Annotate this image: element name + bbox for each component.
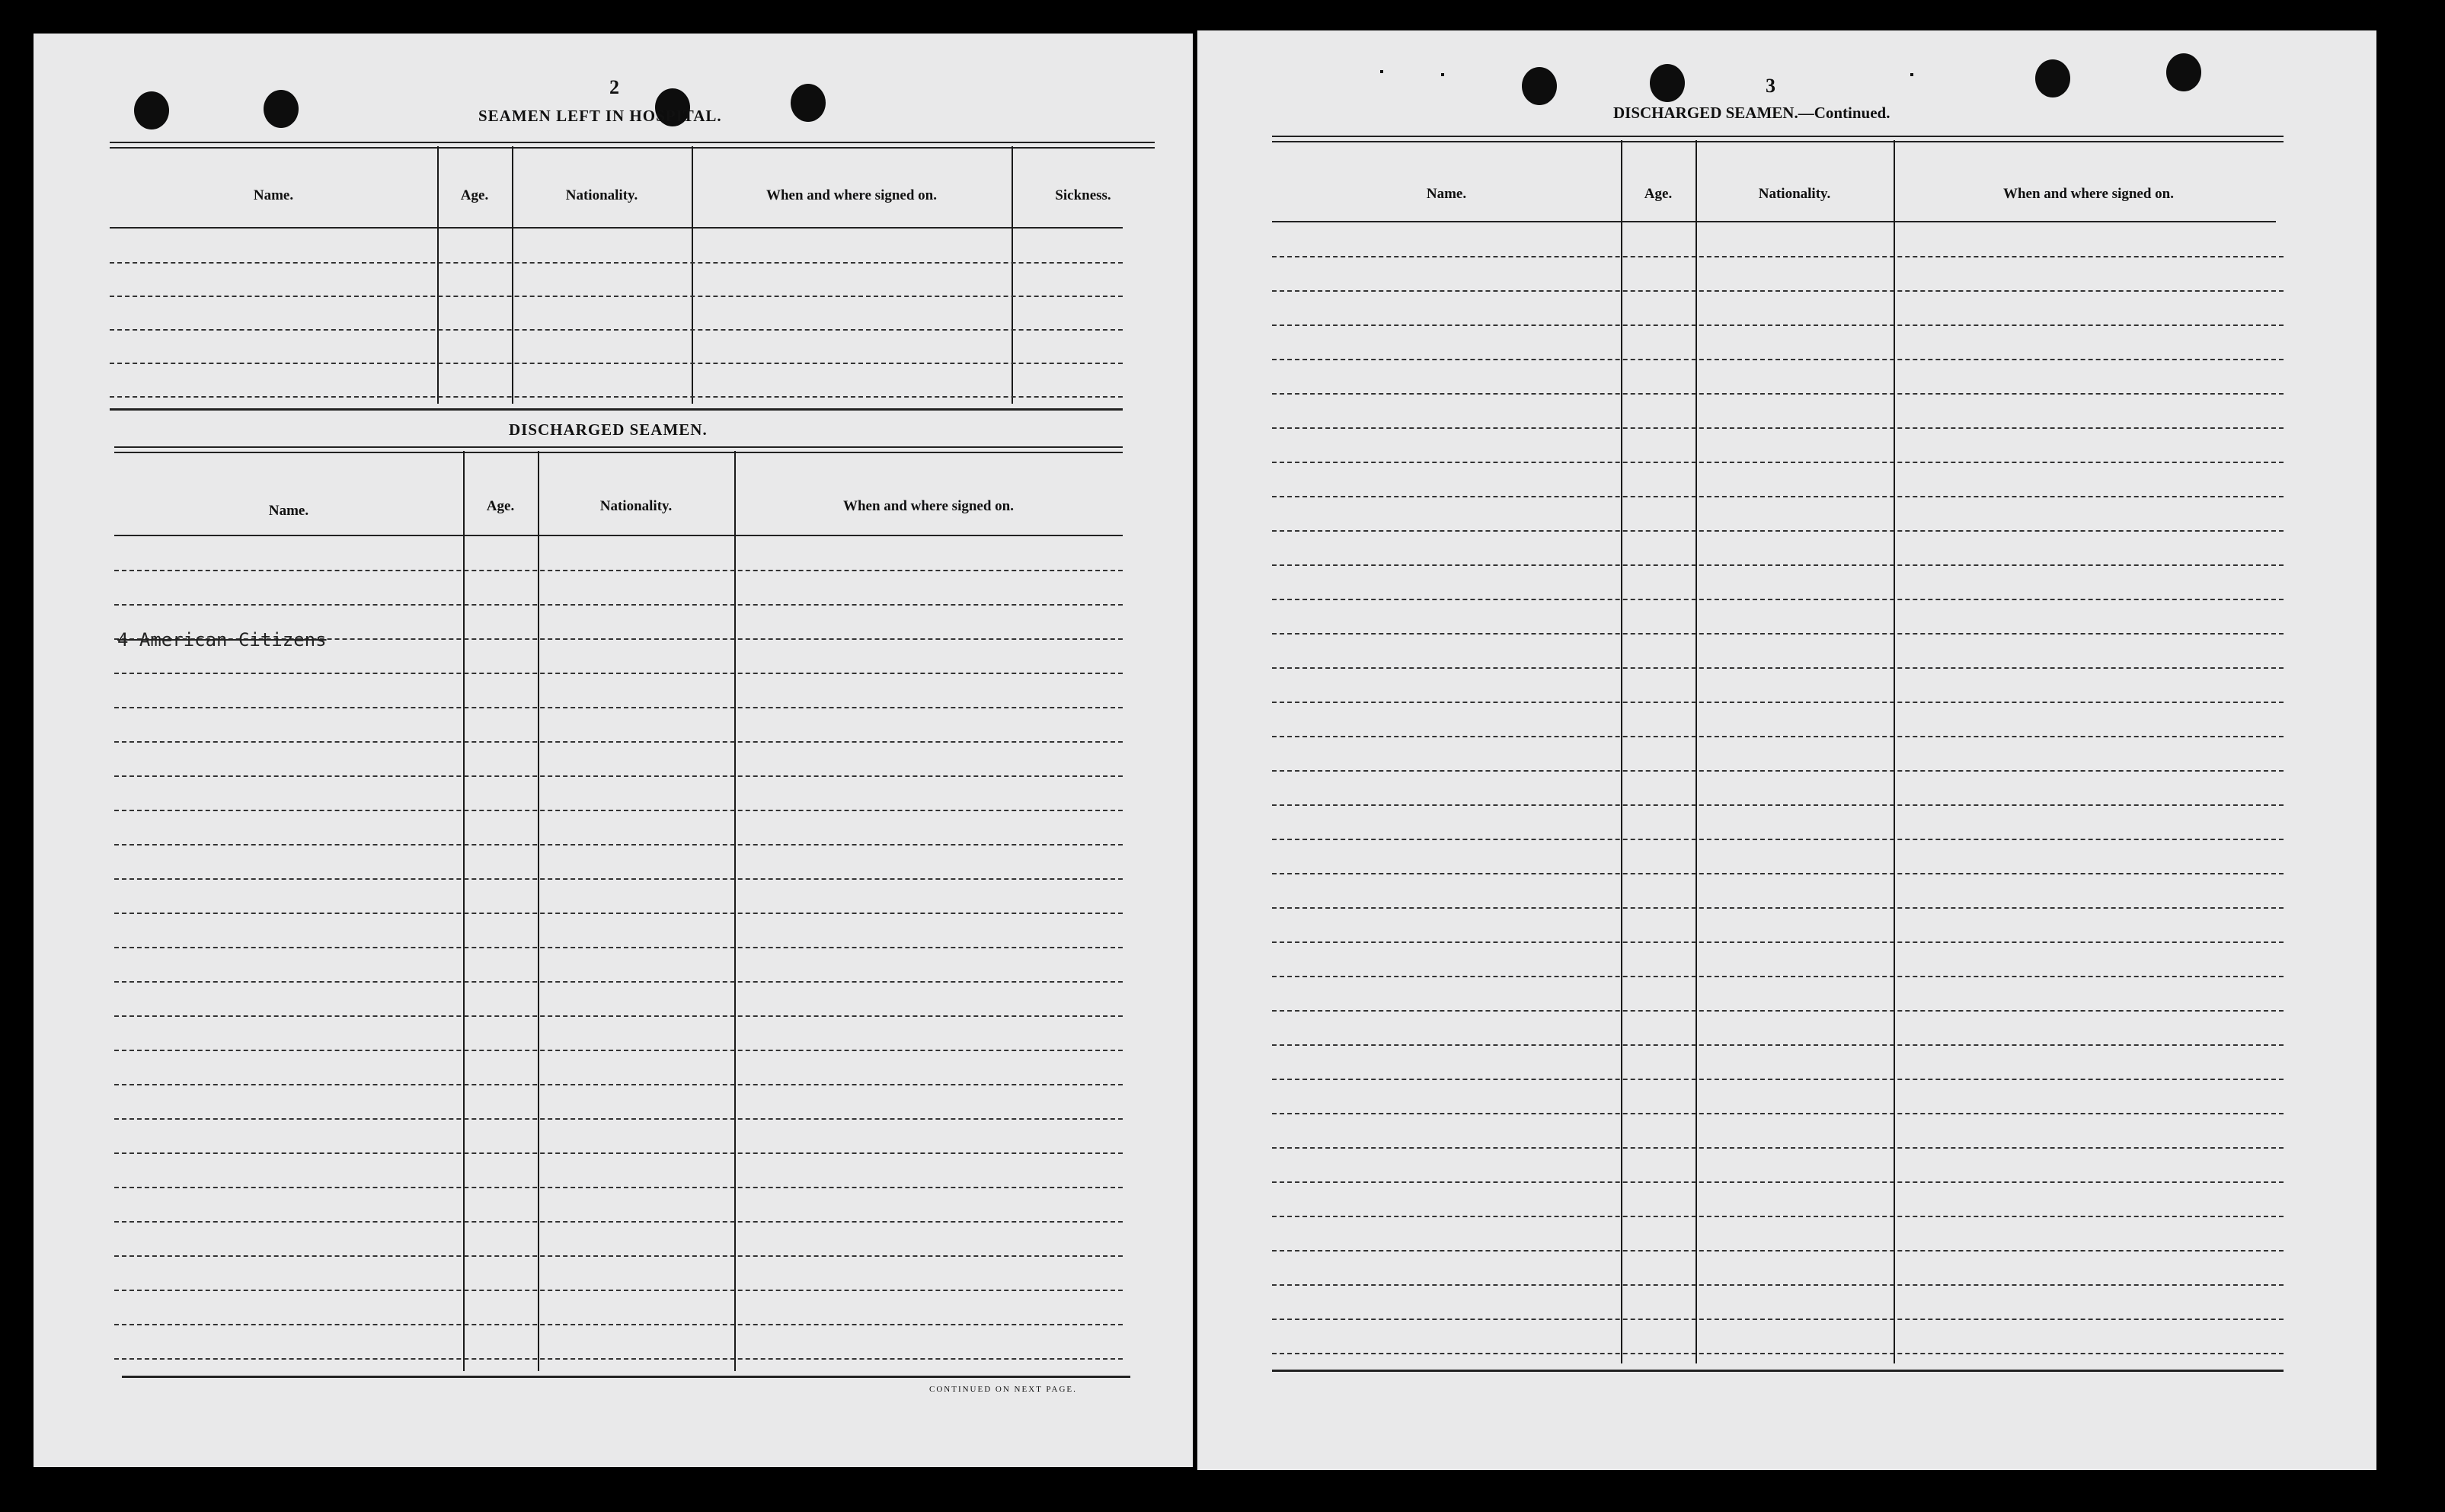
ruled-line: [114, 1084, 1123, 1085]
ruled-line: [1272, 324, 2284, 326]
ruled-line: [114, 604, 1123, 606]
column-header-name: Name.: [268, 503, 309, 519]
ruled-line: [114, 913, 1123, 914]
column-header-age: Age.: [1644, 186, 1673, 202]
continued-note: CONTINUED ON NEXT PAGE.: [929, 1385, 1077, 1394]
ruled-line: [1272, 427, 2284, 429]
ruled-line: [114, 707, 1123, 708]
ruled-line: [114, 1324, 1123, 1325]
ruled-line: [1272, 1113, 2284, 1114]
column-header-nationality: Nationality.: [599, 498, 673, 514]
ruled-line: [114, 1187, 1123, 1188]
ruled-line: [1272, 941, 2284, 943]
ruled-line: [114, 1290, 1123, 1291]
ruled-line: [114, 844, 1123, 846]
ruled-line: [114, 1118, 1123, 1120]
ruled-line: [1272, 873, 2284, 874]
ruled-line: [114, 1255, 1123, 1257]
punch-hole: [2035, 59, 2070, 97]
page-number: 3: [1766, 75, 1775, 97]
punch-hole: [264, 90, 299, 128]
punch-hole: [1650, 64, 1685, 102]
punch-hole: [2166, 53, 2201, 91]
ruled-line: [114, 570, 1123, 571]
ruled-line: [1272, 702, 2284, 703]
left-page: [34, 34, 1193, 1467]
ruled-line: [1272, 1216, 2284, 1217]
ruled-line: [1272, 1010, 2284, 1012]
ruled-line: [1272, 359, 2284, 360]
ruled-line: [114, 775, 1123, 777]
ruled-line: [1272, 839, 2284, 840]
ruled-line: [114, 1050, 1123, 1051]
ruled-line: [114, 981, 1123, 983]
column-header-age: Age.: [486, 498, 515, 514]
ruled-line: [114, 673, 1123, 674]
ruled-line: [1272, 599, 2284, 600]
column-header-signed-on: When and where signed on.: [765, 187, 937, 203]
ruled-line: [1272, 907, 2284, 909]
discharged-continued-title: DISCHARGED SEAMEN.—Continued.: [1613, 104, 1890, 122]
ruled-line: [114, 947, 1123, 948]
ruled-line: [114, 1221, 1123, 1223]
ruled-line: [1272, 976, 2284, 977]
column-header-name: Name.: [253, 187, 294, 203]
ruled-line: [1272, 667, 2284, 669]
ruled-line: [1272, 736, 2284, 737]
ruled-line: [1272, 530, 2284, 532]
ruled-line: [114, 1152, 1123, 1154]
ruled-line: [1272, 770, 2284, 772]
ruled-line: [1272, 1147, 2284, 1149]
column-header-nationality: Nationality.: [565, 187, 638, 203]
discharged-entry: 4 American Citizens: [117, 629, 327, 651]
ruled-line: [1272, 256, 2284, 257]
ruled-line: [1272, 1284, 2284, 1286]
hospital-table: [110, 142, 1155, 446]
ruled-line: [1272, 1181, 2284, 1183]
page-number: 2: [609, 76, 619, 98]
hospital-section-title: SEAMEN LEFT IN HOSPITAL.: [478, 107, 722, 125]
discharged-continued-table: [1272, 136, 2284, 1415]
ruled-line: [114, 878, 1123, 880]
ruled-line: [114, 810, 1123, 811]
discharged-section-title: DISCHARGED SEAMEN.: [509, 420, 708, 439]
ruled-line: [1272, 290, 2284, 292]
column-header-name: Name.: [1426, 186, 1467, 202]
ruled-line: [1272, 496, 2284, 497]
punch-hole: [1522, 67, 1557, 105]
column-header-sickness: Sickness.: [1055, 187, 1111, 203]
punch-hole: [134, 91, 169, 129]
ruled-line: [1272, 1044, 2284, 1046]
ruled-line: [1272, 1079, 2284, 1080]
ruled-line: [1272, 1319, 2284, 1320]
punch-hole: [791, 84, 826, 122]
ruled-line: [1272, 804, 2284, 806]
column-header-age: Age.: [460, 187, 489, 203]
right-page: [1197, 30, 2376, 1470]
ruled-line: [1272, 633, 2284, 635]
ruled-line: [114, 1015, 1123, 1017]
column-header-nationality: Nationality.: [1758, 186, 1831, 202]
ruled-line: [1272, 1250, 2284, 1251]
ruled-line: [1272, 462, 2284, 463]
discharged-table: [114, 446, 1123, 1414]
ruled-line: [1272, 564, 2284, 566]
column-header-signed-on: When and where signed on.: [842, 498, 1014, 514]
ruled-line: [114, 1358, 1123, 1360]
ruled-line: [114, 741, 1123, 743]
column-header-signed-on: When and where signed on.: [2002, 186, 2174, 202]
ruled-line: [1272, 1353, 2284, 1354]
ruled-line: [1272, 393, 2284, 395]
